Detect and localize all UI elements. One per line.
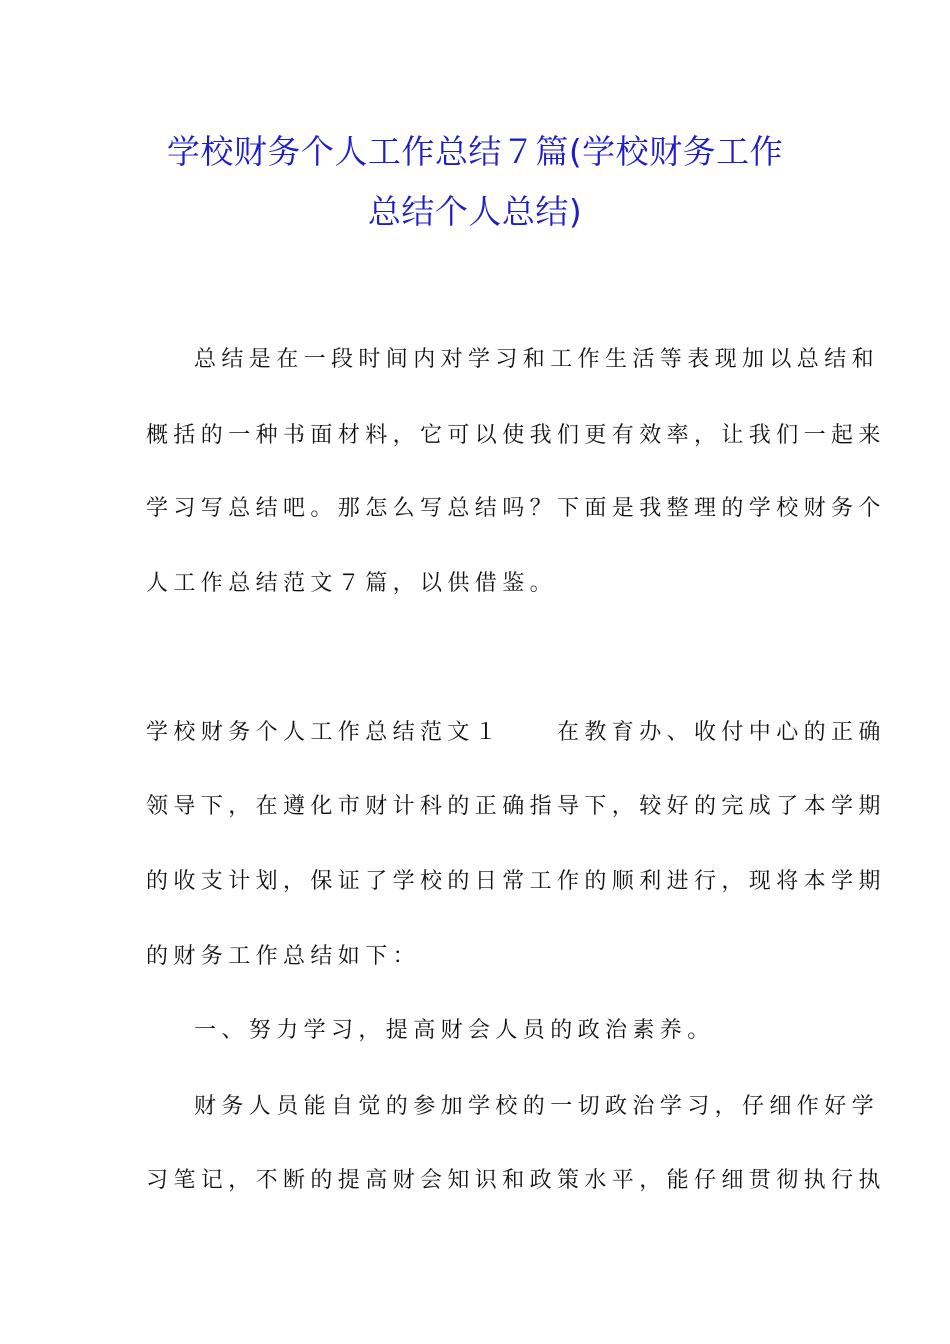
section1-heading: 一、努力学习，提高财会人员的政治素养。 xyxy=(194,1018,715,1043)
section1-line-1: 学校财务个人工作总结范文１ 在教育办、收付中心的正确 xyxy=(146,720,886,745)
intro-line-2: 概括的一种书面材料，它可以使我们更有效率，让我们一起来 xyxy=(146,423,886,448)
section1-para2-line-2: 习笔记，不断的提高财会知识和政策水平，能仔细贯彻执行执 xyxy=(146,1168,886,1193)
section1-para2-line-1: 财务人员能自觉的参加学校的一切政治学习，仔细作好学 xyxy=(194,1094,880,1119)
section1-line-3: 的收支计划，保证了学校的日常工作的顺利进行，现将本学期 xyxy=(146,869,886,894)
document-title-line-1: 学校财务个人工作总结７篇(学校财务工作 xyxy=(166,132,784,171)
document-title-line-2: 总结个人总结) xyxy=(367,192,583,231)
intro-line-3: 学习写总结吧。那怎么写总结吗？下面是我整理的学校财务个 xyxy=(146,496,886,521)
intro-line-1: 总结是在一段时间内对学习和工作生活等表现加以总结和 xyxy=(194,347,880,372)
section1-line-4: 的财务工作总结如下： xyxy=(146,944,421,969)
section1-line-2: 领导下，在遵化市财计科的正确指导下，较好的完成了本学期 xyxy=(146,794,886,819)
intro-line-4: 人工作总结范文７篇，以供借鉴。 xyxy=(146,571,558,596)
